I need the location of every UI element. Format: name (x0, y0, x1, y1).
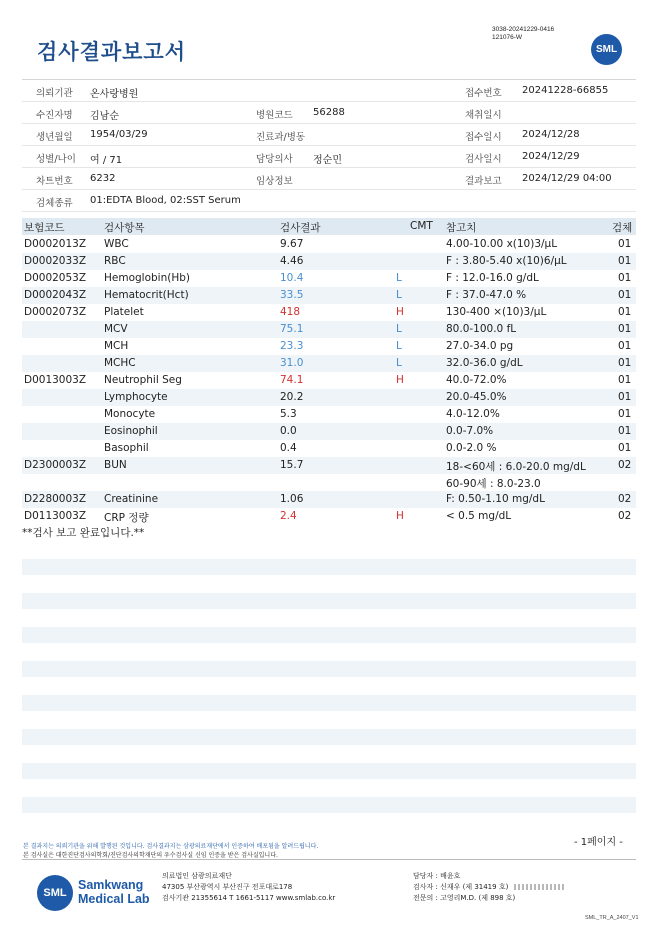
sml-logo: SML (591, 34, 622, 65)
cell-spec: 01 (618, 374, 632, 386)
cell-result: 9.67 (280, 238, 304, 250)
header-code: 보험코드 (24, 222, 65, 234)
empty-row-band (22, 593, 636, 609)
chart-no-label: 차트번호 (36, 176, 73, 187)
cell-code: D0002073Z (24, 306, 87, 318)
empty-row-band (22, 661, 636, 677)
cell-ref: 80.0-100.0 fL (446, 323, 517, 335)
hospital-code-label: 병원코드 (256, 110, 293, 121)
table-row (22, 287, 636, 304)
table-row (22, 270, 636, 287)
collect-date-label: 채취일시 (465, 110, 502, 121)
table-row (22, 355, 636, 372)
dob-value: 1954/03/29 (90, 129, 148, 140)
cell-ref: F : 37.0-47.0 % (446, 289, 527, 301)
results-table-header (22, 218, 636, 235)
cell-item: MCH (104, 340, 129, 352)
cell-item: Hemoglobin(Hb) (104, 272, 191, 284)
info-row-name (22, 102, 636, 124)
cell-spec: 01 (618, 391, 632, 403)
header-result: 검사결과 (280, 222, 321, 234)
report-complete-note: **검사 보고 완료입니다.** (22, 527, 145, 539)
cell-code: D0002043Z (24, 289, 87, 301)
table-row (22, 474, 636, 491)
empty-row-band (22, 763, 636, 779)
table-row (22, 372, 636, 389)
document-id (492, 26, 554, 42)
cell-item: Basophil (104, 442, 149, 454)
staff-2-text: 검사자 : 신재우 (제 31419 호) (413, 883, 509, 891)
cell-cmt: L (396, 289, 402, 301)
cell-spec: 02 (618, 510, 632, 522)
cell-ref: 20.0-45.0% (446, 391, 507, 403)
cell-item: Platelet (104, 306, 144, 318)
clinical-label: 임상정보 (256, 176, 293, 187)
test-date-value: 2024/12/29 (522, 151, 580, 162)
cell-ref: 32.0-36.0 g/dL (446, 357, 523, 369)
cell-result: 1.06 (280, 493, 304, 505)
brand-name (78, 878, 150, 906)
receipt-date-label: 접수일시 (465, 132, 502, 143)
cell-code: D0002013Z (24, 238, 87, 250)
cell-ref: F : 3.80-5.40 x(10)6/μL (446, 255, 567, 267)
receipt-date-value: 2024/12/28 (522, 129, 580, 140)
table-row (22, 508, 636, 525)
cell-cmt: L (396, 323, 402, 335)
name-label: 수진자명 (36, 110, 73, 121)
cell-spec: 01 (618, 442, 632, 454)
cell-spec: 01 (618, 238, 632, 250)
cell-item: Monocyte (104, 408, 156, 420)
cell-spec: 01 (618, 408, 632, 420)
cell-item: CRP 정량 (104, 512, 149, 524)
cell-result: 23.3 (280, 340, 304, 352)
cell-item: Eosinophil (104, 425, 158, 437)
info-row-dob (22, 124, 636, 146)
cell-result: 33.5 (280, 289, 304, 301)
cell-ref: 60-90세 : 8.0-23.0 (446, 478, 541, 490)
document-id-line-2: 121076-W (492, 34, 522, 41)
contact: 검사기관 21355614 T 1661-5117 www.smlab.co.kr (162, 894, 336, 902)
cell-code: D0002033Z (24, 255, 87, 267)
table-row (22, 423, 636, 440)
cell-item: MCHC (104, 357, 136, 369)
org-value: 온사랑병원 (90, 89, 139, 100)
table-row (22, 236, 636, 253)
cell-item: Hematocrit(Hct) (104, 289, 189, 301)
cell-cmt: L (396, 357, 402, 369)
cell-ref: 40.0-72.0% (446, 374, 507, 386)
page-number: - 1페이지 - (574, 837, 623, 848)
info-row-specimen (22, 190, 636, 212)
doctor-label: 담당의사 (256, 154, 293, 165)
cell-spec: 01 (618, 323, 632, 335)
cell-result: 20.2 (280, 391, 304, 403)
cell-code: D0013003Z (24, 374, 87, 386)
cell-result: 0.4 (280, 442, 297, 454)
empty-row-band (22, 797, 636, 813)
cell-ref: F: 0.50-1.10 mg/dL (446, 493, 545, 505)
table-row (22, 406, 636, 423)
cell-cmt: H (396, 510, 404, 522)
org-name: 의료법인 삼광의료재단 (162, 872, 232, 880)
report-date-value: 2024/12/29 04:00 (522, 173, 612, 184)
cell-item: BUN (104, 459, 127, 471)
staff-3: 전문의 : 고영리M.D. (제 898 호) (413, 894, 516, 902)
cell-result: 75.1 (280, 323, 304, 335)
cell-item: Creatinine (104, 493, 159, 505)
name-value: 김남순 (90, 111, 119, 122)
cell-result: 4.46 (280, 255, 304, 267)
cell-spec: 02 (618, 493, 632, 505)
sex-age-label: 성별/나이 (36, 154, 76, 165)
cell-result: 0.0 (280, 425, 297, 437)
cell-item: MCV (104, 323, 128, 335)
footer-divider (22, 859, 636, 860)
document-id-line-1: 3038-20241229-0416 (492, 26, 555, 33)
brand-line-1: Samkwang (78, 878, 144, 892)
dob-label: 생년월일 (36, 132, 73, 143)
cell-item: WBC (104, 238, 129, 250)
cell-spec: 01 (618, 357, 632, 369)
header-item: 검사항목 (104, 222, 145, 234)
empty-row-band (22, 559, 636, 575)
cell-spec: 01 (618, 340, 632, 352)
table-row (22, 253, 636, 270)
table-row (22, 491, 636, 508)
cell-ref: 4.0-12.0% (446, 408, 500, 420)
specimen-label: 검체종류 (36, 198, 73, 209)
specimen-value: 01:EDTA Blood, 02:SST Serum (90, 195, 241, 206)
cell-cmt: H (396, 374, 404, 386)
cell-result: 5.3 (280, 408, 297, 420)
cell-code: D0002053Z (24, 272, 87, 284)
cell-ref: 130-400 ×(10)3/μL (446, 306, 547, 318)
notice-2: 본 검사실은 대한진단검사의학회/진단검사의학재단의 우수검사실 신임 인증을 받은 검사실입니다. (23, 852, 278, 859)
cell-spec: 01 (618, 306, 632, 318)
cell-spec: 02 (618, 459, 632, 471)
report-title: 검사결과보고서 (37, 40, 187, 64)
sex-age-value: 여 / 71 (90, 155, 123, 166)
form-code: SML_TR_A_2407_V1 (585, 915, 639, 921)
cell-result: 31.0 (280, 357, 304, 369)
lab-address (162, 871, 335, 904)
table-row (22, 389, 636, 406)
staff-1: 담당자 : 배윤호 (413, 872, 461, 880)
notice-1: 본 결과지는 의뢰기관을 위해 발행된 것입니다. 검사결과지는 삼광의료재단에서 인증하여 배포됨을 알려드립니다. (23, 843, 319, 850)
cell-ref: 27.0-34.0 pg (446, 340, 514, 352)
results-table-body (22, 236, 636, 525)
empty-row-band (22, 729, 636, 745)
chart-no-value: 6232 (90, 173, 116, 184)
staff-info (413, 871, 564, 904)
cell-ref: 0.0-7.0% (446, 425, 494, 437)
header-cmt: CMT (410, 220, 433, 232)
dept-label: 진료과/병동 (256, 132, 306, 143)
cell-spec: 01 (618, 425, 632, 437)
cell-ref: 0.0-2.0 % (446, 442, 497, 454)
empty-row-band (22, 695, 636, 711)
header-ref: 참고치 (446, 222, 477, 234)
doctor-value: 정순민 (313, 155, 342, 166)
address: 47305 부산광역시 부산진구 전포대로178 (162, 883, 293, 891)
cell-code: D2280003Z (24, 493, 87, 505)
samkwang-logo: SML (37, 875, 73, 911)
table-row (22, 304, 636, 321)
info-row-chart (22, 168, 636, 190)
report-date-label: 결과보고 (465, 176, 502, 187)
cell-spec: 01 (618, 255, 632, 267)
hospital-code-value: 56288 (313, 107, 345, 118)
signature (514, 884, 564, 890)
test-date-label: 검사일시 (465, 154, 502, 165)
cell-cmt: L (396, 272, 402, 284)
cell-result: 15.7 (280, 459, 304, 471)
receipt-no-value: 20241228-66855 (522, 85, 609, 96)
header-spec: 검체 (612, 222, 633, 234)
staff-2 (413, 882, 564, 893)
cell-ref: < 0.5 mg/dL (446, 510, 512, 522)
cell-ref: 18-<60세 : 6.0-20.0 mg/dL (446, 461, 586, 473)
table-row (22, 321, 636, 338)
cell-result: 2.4 (280, 510, 297, 522)
empty-row-band (22, 627, 636, 643)
cell-code: D0113003Z (24, 510, 87, 522)
table-row (22, 338, 636, 355)
cell-item: Lymphocyte (104, 391, 168, 403)
cell-item: Neutrophil Seg (104, 374, 182, 386)
cell-ref: 4.00-10.00 x(10)3/μL (446, 238, 558, 250)
cell-result: 10.4 (280, 272, 304, 284)
cell-ref: F : 12.0-16.0 g/dL (446, 272, 539, 284)
cell-result: 418 (280, 306, 301, 318)
cell-code: D2300003Z (24, 459, 87, 471)
cell-spec: 01 (618, 289, 632, 301)
table-row (22, 440, 636, 457)
info-row-org (22, 79, 636, 102)
brand-line-2: Medical Lab (78, 892, 150, 906)
cell-cmt: L (396, 340, 402, 352)
table-row (22, 457, 636, 474)
org-label: 의뢰기관 (36, 88, 73, 99)
cell-result: 74.1 (280, 374, 304, 386)
receipt-no-label: 접수번호 (465, 88, 502, 99)
cell-item: RBC (104, 255, 126, 267)
patient-info (22, 79, 636, 212)
info-row-sex-age (22, 146, 636, 168)
cell-cmt: H (396, 306, 404, 318)
cell-spec: 01 (618, 272, 632, 284)
